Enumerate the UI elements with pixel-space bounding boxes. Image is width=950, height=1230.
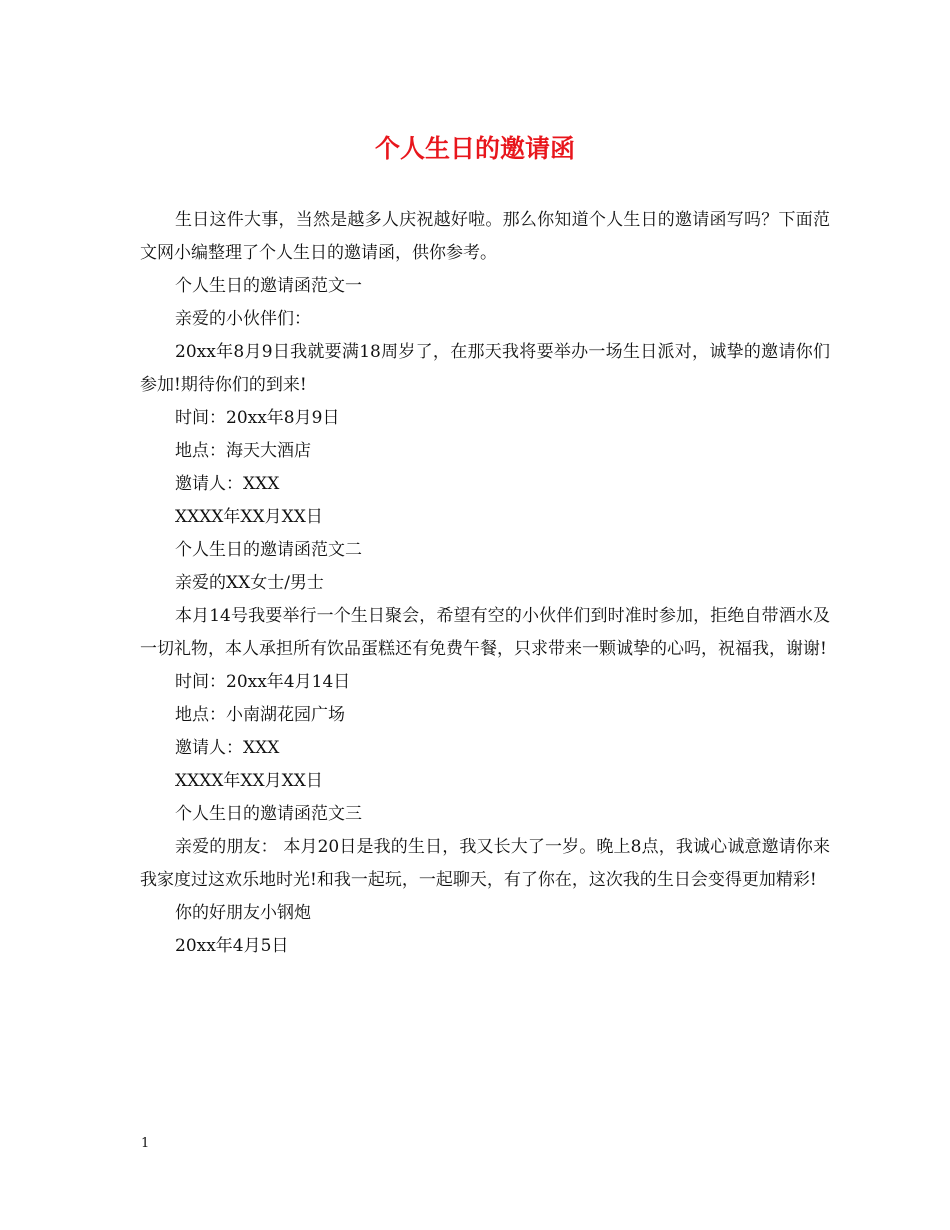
document-title: 个人生日的邀请函 <box>374 134 575 163</box>
time-line-1: 时间：20xx年8月9日 <box>175 408 340 428</box>
page-number: 1 <box>141 1136 150 1151</box>
invitation-body-3: 亲爱的朋友： 本月20日是我的生日，我又长大了一岁。晚上8点，我诚心诚意邀请你来我家度过这欢乐地时光!和我一起玩，一起聊天，有了你在，这次我的生日会变得更加精彩! <box>140 837 830 890</box>
date-line-1: XXXX年XX月XX日 <box>175 507 323 527</box>
date-line-2: XXXX年XX月XX日 <box>175 771 323 791</box>
location-line-1: 地点：海天大酒店 <box>175 441 311 461</box>
location-line-2: 地点：小南湖花园广场 <box>175 705 345 725</box>
intro-paragraph: 生日这件大事，当然是越多人庆祝越好啦。那么你知道个人生日的邀请函写吗？下面范文网小编整理了个人生日的邀请函，供你参考。 <box>140 210 830 263</box>
invitation-body-1: 20xx年8月9日我就要满18周岁了，在那天我将要举办一场生日派对，诚挚的邀请你们参加!期待你们的到来! <box>140 342 830 395</box>
greeting-2: 亲爱的XX女士/男士 <box>175 573 324 593</box>
section-heading-3: 个人生日的邀请函范文三 <box>175 804 362 824</box>
invitation-body-2: 本月14号我要举行一个生日聚会，希望有空的小伙伴们到时准时参加，拒绝自带酒水及一切礼物，本人承担所有饮品蛋糕还有免费午餐，只求带来一颗诚挚的心吗，祝福我，谢谢! <box>140 606 830 659</box>
inviter-line-1: 邀请人：XXX <box>175 474 280 494</box>
inviter-line-2: 邀请人：XXX <box>175 738 280 758</box>
section-heading-2: 个人生日的邀请函范文二 <box>175 540 362 560</box>
section-heading-1: 个人生日的邀请函范文一 <box>175 276 362 296</box>
time-line-2: 时间：20xx年4月14日 <box>175 672 351 692</box>
date-line-3: 20xx年4月5日 <box>175 936 289 956</box>
greeting-1: 亲爱的小伙伴们： <box>175 309 311 329</box>
document-body <box>140 204 830 963</box>
signature-line-3: 你的好朋友小钢炮 <box>175 903 311 923</box>
